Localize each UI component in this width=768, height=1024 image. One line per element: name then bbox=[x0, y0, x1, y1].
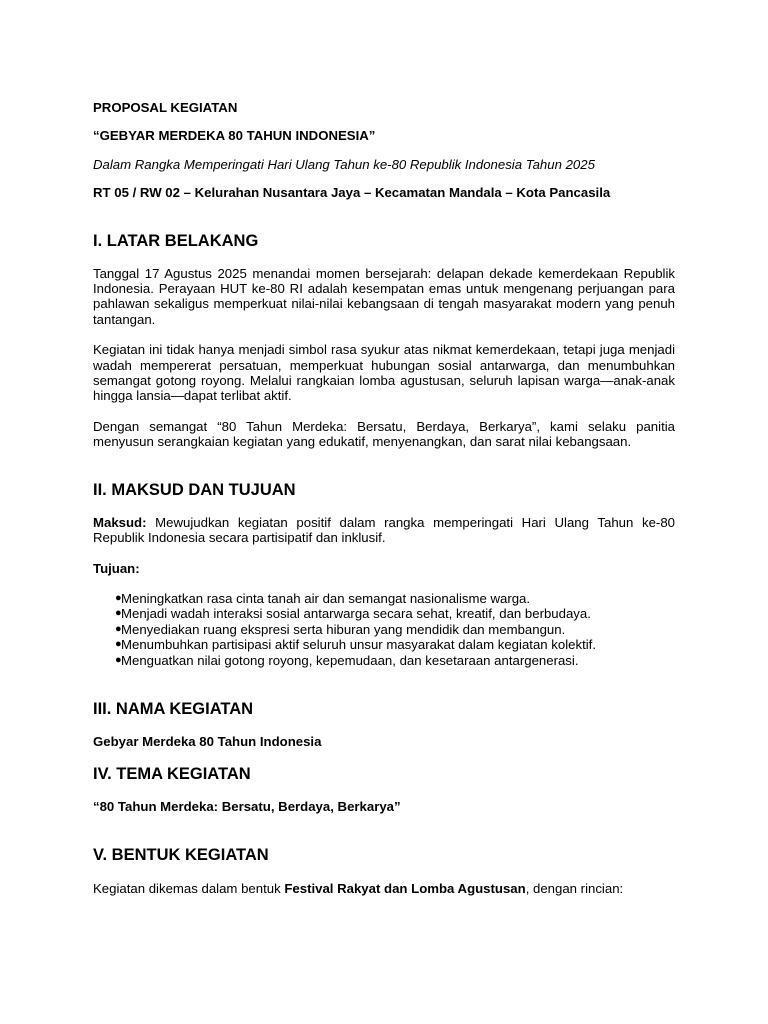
section-heading-latar: I. LATAR BELAKANG bbox=[93, 231, 259, 250]
maksud-text: Mewujudkan kegiatan positif dalam rangka memperingati Hari Ulang Tahun ke-80 Republik Indonesia secara partisipatif dan inklusif. bbox=[93, 514, 675, 546]
list-item bbox=[93, 606, 675, 621]
bentuk-intro-a: Kegiatan dikemas dalam bentuk bbox=[93, 880, 285, 896]
location-line: RT 05 / RW 02 – Kelurahan Nusantara Jaya – Kecamatan Mandala – Kota Pancasila bbox=[93, 185, 611, 201]
list-item bbox=[93, 637, 675, 652]
list-item-text: Menumbuhkan partisipasi aktif seluruh unsur masyarakat dalam kegiatan kolektif. bbox=[121, 637, 596, 653]
bullet-icon: ● bbox=[115, 607, 122, 620]
tujuan-label: Tujuan: bbox=[93, 560, 140, 576]
maksud-label: Maksud: bbox=[93, 514, 147, 530]
event-title: “GEBYAR MERDEKA 80 TAHUN INDONESIA” bbox=[93, 128, 376, 144]
latar-paragraph-2: Kegiatan ini tidak hanya menjadi simbol rasa syukur atas nikmat kemerdekaan, tetapi juga menjadi wadah mempererat persatuan, memperkuat hubungan sosial antarwarga, dan menumbuhkan semangat gotong royong. Melalui rangkaian lomba agustusan, seluruh lapisan warga—anak-anak hingga lansia—dapat terlibat aktif. bbox=[93, 342, 675, 404]
tujuan-list bbox=[93, 591, 675, 668]
nama-kegiatan-value: Gebyar Merdeka 80 Tahun Indonesia bbox=[93, 733, 322, 749]
list-item-text: Menguatkan nilai gotong royong, kepemudaan, dan kesetaraan antargenerasi. bbox=[121, 652, 579, 668]
document-page bbox=[93, 100, 675, 896]
doc-header bbox=[93, 100, 675, 201]
section-heading-maksud: II. MAKSUD DAN TUJUAN bbox=[93, 480, 296, 499]
section-heading-tema: IV. TEMA KEGIATAN bbox=[93, 765, 251, 784]
list-item bbox=[93, 653, 675, 668]
latar-paragraph-1: Tanggal 17 Agustus 2025 menandai momen bersejarah: delapan dekade kemerdekaan Republik Indonesia. Perayaan HUT ke-80 RI adalah kesempatan emas untuk mengenang perjuangan para pahlawan sekaligus memperkuat nilai-nilai kebangsaan di tengah masyarakat modern yang penuh tantangan. bbox=[93, 265, 675, 327]
bentuk-intro bbox=[93, 881, 675, 896]
doc-type: PROPOSAL KEGIATAN bbox=[93, 100, 238, 115]
maksud-paragraph bbox=[93, 515, 675, 546]
list-item-text: Menjadi wadah interaksi sosial antarwarga secara sehat, kreatif, dan berbudaya. bbox=[121, 606, 591, 622]
bullet-icon: ● bbox=[115, 653, 122, 666]
list-item-text: Meningkatkan rasa cinta tanah air dan semangat nasionalisme warga. bbox=[121, 590, 531, 606]
bullet-icon: ● bbox=[115, 638, 122, 651]
bentuk-intro-bold: Festival Rakyat dan Lomba Agustusan bbox=[284, 880, 526, 896]
list-item bbox=[93, 622, 675, 637]
tema-kegiatan-value: “80 Tahun Merdeka: Bersatu, Berdaya, Berkarya” bbox=[93, 799, 401, 815]
bullet-icon: ● bbox=[115, 622, 122, 635]
latar-paragraph-3: Dengan semangat “80 Tahun Merdeka: Bersatu, Berdaya, Berkarya”, kami selaku panitia menyusun serangkaian kegiatan yang edukatif, menyenangkan, dan sarat nilai kebangsaan. bbox=[93, 418, 675, 450]
bullet-icon: ● bbox=[115, 591, 122, 604]
list-item bbox=[93, 591, 675, 606]
bentuk-intro-b: , dengan rincian: bbox=[525, 880, 624, 896]
section-heading-bentuk: V. BENTUK KEGIATAN bbox=[93, 845, 269, 864]
section-heading-nama: III. NAMA KEGIATAN bbox=[93, 699, 254, 718]
list-item-text: Menyediakan ruang ekspresi serta hiburan yang mendidik dan membangun. bbox=[121, 621, 566, 637]
doc-subtitle: Dalam Rangka Memperingati Hari Ulang Tahun ke-80 Republik Indonesia Tahun 2025 bbox=[93, 156, 595, 172]
